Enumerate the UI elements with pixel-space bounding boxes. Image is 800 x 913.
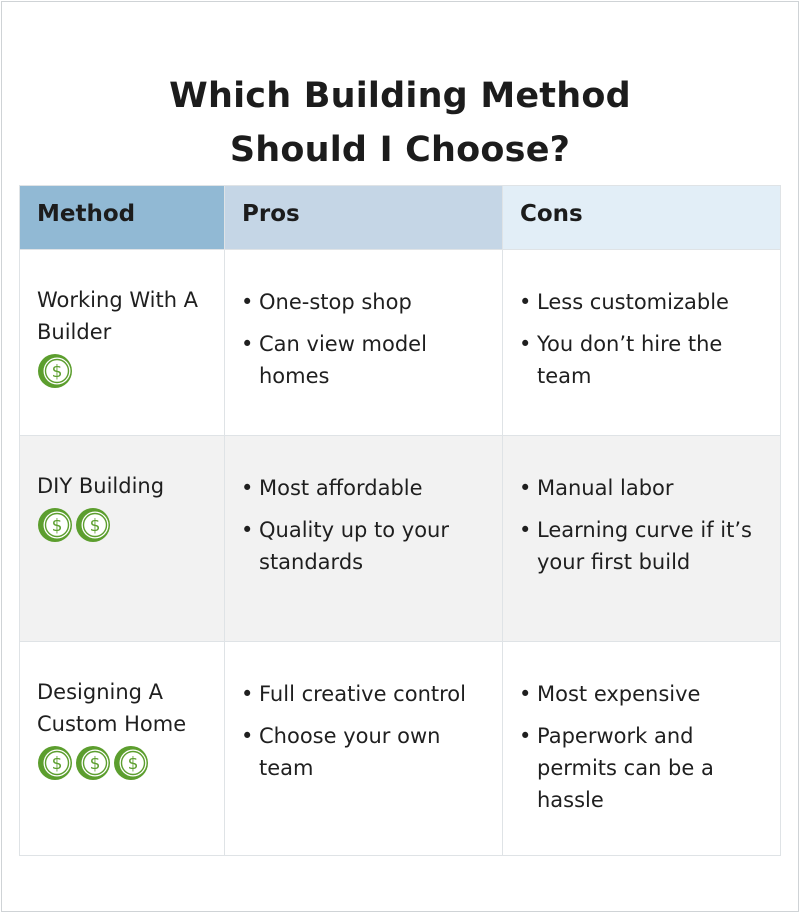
dollar-sign: $ xyxy=(127,754,139,774)
list-item: • One-stop shop xyxy=(241,290,412,314)
method-cell xyxy=(20,436,225,642)
dollar-sign: $ xyxy=(89,754,101,774)
cons-cell xyxy=(503,436,781,642)
title-line-2: Should I Choose? xyxy=(229,130,571,171)
dollar-coin-icon xyxy=(37,507,73,543)
dollar-sign: $ xyxy=(51,362,63,382)
cost-indicator xyxy=(37,506,214,544)
header-row xyxy=(20,186,781,250)
table-row xyxy=(20,436,781,642)
list-item: • Can view model homes xyxy=(241,332,427,388)
list-item: • Learning curve if it’s your first build xyxy=(519,518,752,574)
list-item: • Most expensive xyxy=(519,682,701,706)
list-item: • Manual labor xyxy=(519,476,674,500)
dollar-sign: $ xyxy=(51,516,63,536)
list-item: • Less customizable xyxy=(519,290,729,314)
cons-cell xyxy=(503,250,781,436)
pros-list xyxy=(241,678,492,784)
comparison-table xyxy=(19,185,781,856)
cons-list xyxy=(519,472,770,578)
dollar-coin-icon xyxy=(113,745,149,781)
method-label: Designing A Custom Home xyxy=(37,680,187,736)
pros-cell xyxy=(225,436,503,642)
pros-list xyxy=(241,286,492,392)
cons-list xyxy=(519,678,770,816)
cons-cell xyxy=(503,642,781,856)
header-cons: Cons xyxy=(503,186,781,250)
dollar-coin-icon xyxy=(37,745,73,781)
list-item: • You don’t hire the team xyxy=(519,332,723,388)
list-item: • Full creative control xyxy=(241,682,466,706)
method-label: Working With A Builder xyxy=(37,288,199,344)
cost-indicator xyxy=(37,352,214,390)
pros-cell xyxy=(225,250,503,436)
pros-list xyxy=(241,472,492,578)
cost-indicator xyxy=(37,744,214,782)
cons-list xyxy=(519,286,770,392)
list-item: • Choose your own team xyxy=(241,724,441,780)
dollar-coin-icon xyxy=(37,353,73,389)
method-label: DIY Building xyxy=(37,474,165,498)
dollar-sign: $ xyxy=(51,754,63,774)
header-pros: Pros xyxy=(225,186,503,250)
page-title xyxy=(0,69,800,177)
title-line-1: Which Building Method xyxy=(169,76,631,117)
method-cell xyxy=(20,642,225,856)
header-method: Method xyxy=(20,186,225,250)
dollar-coin-icon xyxy=(75,745,111,781)
table-row xyxy=(20,642,781,856)
method-cell xyxy=(20,250,225,436)
table-row xyxy=(20,250,781,436)
list-item: • Quality up to your standards xyxy=(241,518,450,574)
dollar-sign: $ xyxy=(89,516,101,536)
dollar-coin-icon xyxy=(75,507,111,543)
list-item: • Most affordable xyxy=(241,476,423,500)
pros-cell xyxy=(225,642,503,856)
list-item: • Paperwork and permits can be a hassle xyxy=(519,724,714,812)
